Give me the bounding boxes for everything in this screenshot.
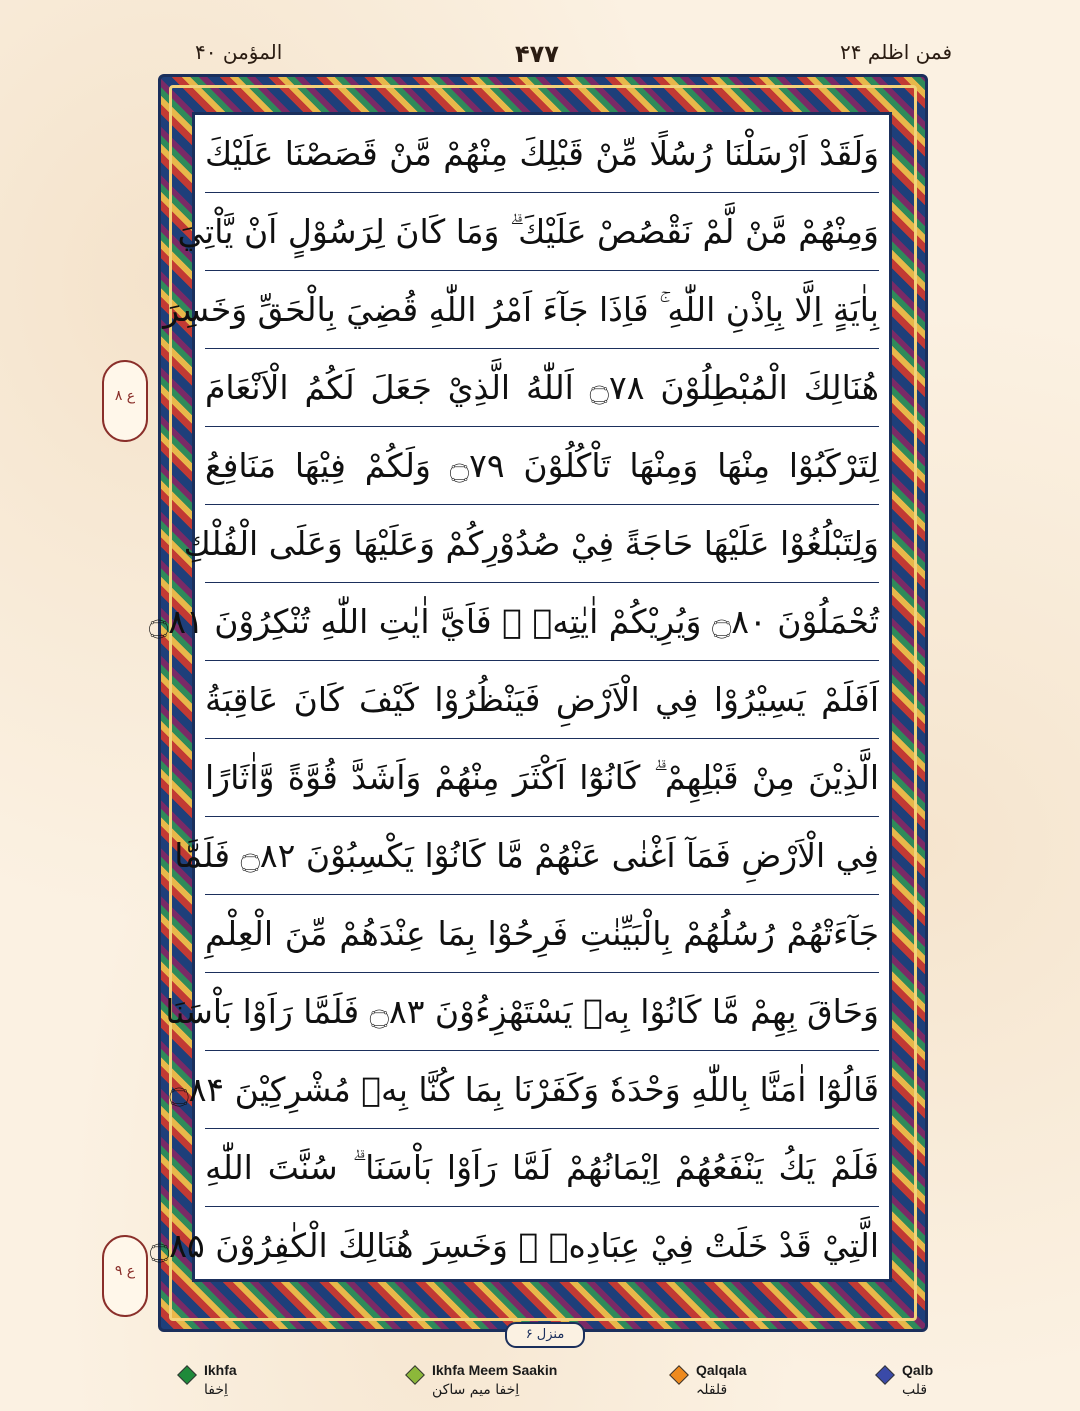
text-line: وَمِنْهُمْ مَّنْ لَّمْ نَقْصُصْ عَلَيْكَ ۗ وَمَا كَانَ لِرَسُوْلٍ اَنْ يَّاْتِيَ: [205, 193, 879, 271]
text-line: وَلَقَدْ اَرْسَلْنَا رُسُلًا مِّنْ قَبْلِكَ مِنْهُمْ مَّنْ قَصَصْنَا عَلَيْكَ: [205, 115, 879, 193]
text-line: الَّذِيْنَ مِنْ قَبْلِهِمْ ۗ كَانُوْٓا اَكْثَرَ مِنْهُمْ وَاَشَدَّ قُوَّةً وَّاٰثَارًا: [205, 739, 879, 817]
header-surah-title: المؤمن ۴۰: [195, 40, 283, 64]
legend-label: Qalqala: [696, 1362, 747, 1378]
diamond-icon: [405, 1365, 425, 1385]
diamond-icon: [875, 1365, 895, 1385]
text-line: هُنَالِكَ الْمُبْطِلُوْنَ ۝۷۸ اَللّٰهُ الَّذِيْ جَعَلَ لَكُمُ الْاَنْعَامَ: [205, 349, 879, 427]
text-panel: [148, 112, 892, 1282]
page-number: ۴۷۷: [515, 40, 559, 68]
legend-urdu-label: قلب: [902, 1382, 928, 1398]
text-line: الَّتِيْ قَدْ خَلَتْ فِيْ عِبَادِهٖ ۚ وَخَسِرَ هُنَالِكَ الْكٰفِرُوْنَ ۝۸۵: [149, 1226, 879, 1265]
header-juz-title: فمن اظلم ۲۴: [840, 40, 952, 64]
legend-label: Qalb: [902, 1362, 934, 1378]
legend-urdu-label: اِخفا: [204, 1382, 228, 1398]
text-line: وَحَاقَ بِهِمْ مَّا كَانُوْا بِهٖ يَسْتَهْزِءُوْنَ ۝۸۳ فَلَمَّا رَاَوْا بَاْسَنَا: [205, 973, 879, 1051]
diamond-icon: [177, 1365, 197, 1385]
text-line: لِتَرْكَبُوْا مِنْهَا وَمِنْهَا تَاْكُلُوْنَ ۝۷۹ وَلَكُمْ فِيْهَا مَنَافِعُ: [205, 427, 879, 505]
diamond-icon: [669, 1365, 689, 1385]
ruku-marker-label: ع ۹: [114, 1263, 136, 1279]
ruku-marker: [102, 360, 148, 442]
legend-urdu-label: اِخفا میم ساکن: [432, 1382, 520, 1398]
legend-label: Ikhfa Meem Saakin: [432, 1362, 558, 1378]
text-line: وَلِتَبْلُغُوْا عَلَيْهَا حَاجَةً فِيْ صُدُوْرِكُمْ وَعَلَيْهَا وَعَلَى الْفُلْكِ: [205, 505, 879, 583]
text-line: جَآءَتْهُمْ رُسُلُهُمْ بِالْبَيِّنٰتِ فَرِحُوْا بِمَا عِنْدَهُمْ مِّنَ الْعِلْمِ: [205, 895, 879, 973]
text-line: تُحْمَلُوْنَ ۝۸۰ وَيُرِيْكُمْ اٰيٰتِهٖ ۖ فَاَيَّ اٰيٰتِ اللّٰهِ تُنْكِرُوْنَ ۝۸۱: [205, 583, 879, 661]
text-line: فِي الْاَرْضِ فَمَآ اَغْنٰى عَنْهُمْ مَّا كَانُوْا يَكْسِبُوْنَ ۝۸۲ فَلَمَّا: [205, 817, 879, 895]
ruku-marker: [102, 1235, 148, 1317]
text-line: فَلَمْ يَكُ يَنْفَعُهُمْ اِيْمَانُهُمْ لَمَّا رَاَوْا بَاْسَنَا ۗ سُنَّتَ اللّٰهِ: [205, 1129, 879, 1207]
legend-urdu-label: قلقلہ: [696, 1382, 728, 1398]
text-line: اَفَلَمْ يَسِيْرُوْا فِي الْاَرْضِ فَيَنْظُرُوْا كَيْفَ كَانَ عَاقِبَةُ: [205, 661, 879, 739]
legend-label: Ikhfa: [204, 1362, 237, 1378]
text-line: بِاٰيَةٍ اِلَّا بِاِذْنِ اللّٰهِ ۚ فَاِذَا جَآءَ اَمْرُ اللّٰهِ قُضِيَ بِالْحَقِّ وَخَسِرَ: [205, 271, 879, 349]
manzil-badge: منزل ۶: [505, 1322, 585, 1348]
text-line: قَالُوْٓا اٰمَنَّا بِاللّٰهِ وَحْدَهٗ وَكَفَرْنَا بِمَا كُنَّا بِهٖ مُشْرِكِيْنَ ۝۸۴: [205, 1051, 879, 1129]
ruku-marker-label: ع ۸: [114, 388, 136, 404]
